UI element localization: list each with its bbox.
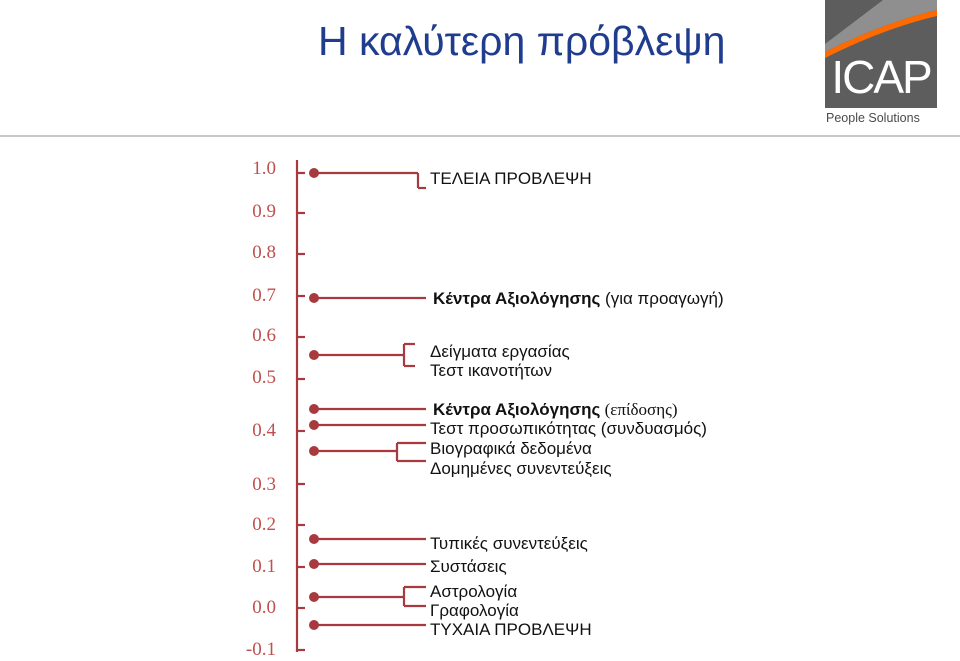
label-assessment-centres-promotion-bold: Κέντρα Αξιολόγησης [433, 289, 601, 308]
label-assessment-centres-promotion-note: (για προαγωγή) [600, 289, 724, 308]
label-typical-interviews: Τυπικές συνεντεύξεις [430, 534, 588, 553]
logo-wordmark: ICAP [831, 51, 931, 103]
axis-tick-label: 0.1 [252, 556, 276, 577]
label-ability-tests: Τεστ ικανοτήτων [430, 361, 553, 380]
axis-tick-label: 0.9 [252, 201, 276, 222]
page-title: Η καλύτερη πρόβλεψη [318, 18, 726, 64]
axis-tick-label: 0.5 [252, 367, 276, 388]
axis-tick-label: 0.7 [252, 285, 276, 306]
label-assessment-centres-performance [433, 400, 678, 419]
axis-tick-label: 0.3 [252, 474, 276, 495]
label-references: Συστάσεις [430, 557, 507, 576]
axis-tick-label: 0.2 [252, 514, 276, 535]
label-assessment-centres-performance-note: (επίδοσης) [600, 400, 678, 419]
axis-tick-label: 0.4 [252, 420, 276, 441]
axis-tick-label: 1.0 [252, 158, 276, 179]
axis-tick-label: 0.8 [252, 242, 276, 263]
axis-tick-label: -0.1 [245, 639, 276, 660]
label-assessment-centres-performance-bold: Κέντρα Αξιολόγησης [433, 400, 601, 419]
label-random-prediction: ΤΥΧΑΙΑ ΠΡΟΒΛΕΨΗ [430, 620, 592, 639]
label-perfect-prediction: ΤΕΛΕΙΑ ΠΡΟΒΛΕΨΗ [430, 169, 592, 188]
label-assessment-centres-promotion [433, 289, 724, 308]
label-structured-interviews: Δομημένες συνεντεύξεις [430, 459, 612, 478]
label-work-samples: Δείγματα εργασίας [430, 342, 570, 361]
axis-tick-label: 0.6 [252, 325, 276, 346]
logo-subtitle: People Solutions [826, 111, 920, 125]
label-biodata: Βιογραφικά δεδομένα [430, 439, 592, 458]
label-astrology: Αστρολογία [430, 582, 518, 601]
label-personality-tests: Τεστ προσωπικότητας (συνδυασμός) [430, 419, 707, 438]
label-graphology: Γραφολογία [430, 601, 519, 620]
axis-tick-label: 0.0 [252, 597, 276, 618]
